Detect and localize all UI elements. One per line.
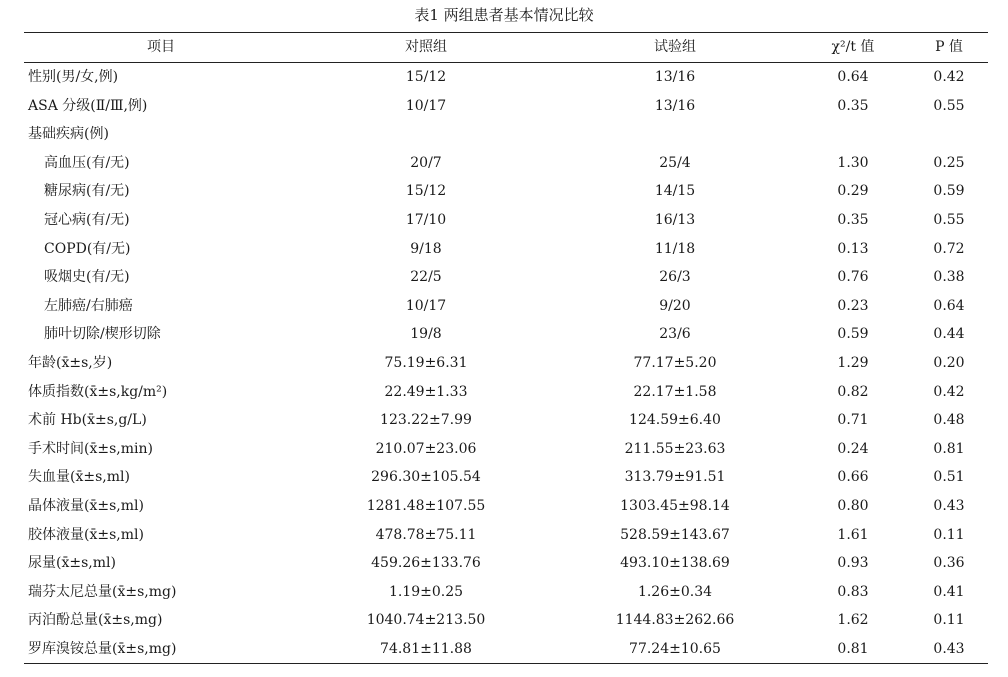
cell-test: 1144.83±262.66 <box>615 612 735 629</box>
cell-p-value: 0.64 <box>933 297 965 314</box>
cell-test: 13/16 <box>654 97 696 114</box>
cell-test: 9/20 <box>659 297 691 314</box>
header-item: 项目 <box>147 39 175 55</box>
cell-p-value: 0.25 <box>933 154 965 171</box>
cell-item: COPD(有/无) <box>44 240 131 257</box>
cell-control: 10/17 <box>405 97 447 114</box>
cell-control: 1040.74±213.50 <box>366 612 486 629</box>
cell-item: 糖尿病(有/无) <box>44 183 130 200</box>
cell-item: 体质指数(x̄±s,kg/m²) <box>28 383 168 400</box>
cell-test: 23/6 <box>659 326 691 343</box>
cell-item: 性别(男/女,例) <box>28 69 119 85</box>
cell-test: 11/18 <box>654 240 696 257</box>
cell-statistic: 1.62 <box>837 612 869 629</box>
cell-p-value: 0.43 <box>933 497 965 514</box>
cell-p-value: 0.42 <box>933 69 965 85</box>
cell-item: 冠心病(有/无) <box>44 211 130 228</box>
cell-test: 1303.45±98.14 <box>620 497 730 514</box>
cell-statistic: 0.66 <box>837 469 869 486</box>
cell-control: 19/8 <box>410 326 442 343</box>
cell-item: ASA 分级(Ⅱ/Ⅲ,例) <box>28 97 148 114</box>
header-control-group: 对照组 <box>405 39 447 55</box>
cell-statistic: 0.24 <box>837 440 869 457</box>
cell-control: 478.78±75.11 <box>375 526 477 543</box>
cell-control: 1281.48±107.55 <box>366 497 486 514</box>
cell-test: 13/16 <box>654 69 696 85</box>
cell-control: 15/12 <box>405 69 447 85</box>
cell-p-value: 0.20 <box>933 354 965 371</box>
cell-statistic: 0.93 <box>837 555 869 572</box>
table-row <box>24 292 988 321</box>
table-row <box>24 406 988 435</box>
table-row <box>24 492 988 521</box>
header-test-group: 试验组 <box>654 39 696 55</box>
cell-control: 20/7 <box>410 154 442 171</box>
cell-test: 528.59±143.67 <box>620 526 730 543</box>
table-row <box>24 463 988 492</box>
cell-control: 459.26±133.76 <box>371 555 481 572</box>
cell-p-value <box>910 120 988 149</box>
cell-p-value: 0.41 <box>933 583 965 600</box>
cell-p-value: 0.44 <box>933 326 965 343</box>
cell-p-value: 0.48 <box>933 412 965 429</box>
table-row <box>24 177 988 206</box>
cell-control: 123.22±7.99 <box>380 412 472 429</box>
cell-statistic: 0.76 <box>837 269 869 286</box>
cell-item: 高血压(有/无) <box>44 154 130 171</box>
cell-item: 肺叶切除/楔形切除 <box>44 326 161 343</box>
cell-test: 124.59±6.40 <box>629 412 721 429</box>
cell-p-value: 0.43 <box>933 640 965 657</box>
cell-item: 罗库溴铵总量(x̄±s,mg) <box>28 640 177 657</box>
cell-test: 22.17±1.58 <box>633 383 717 400</box>
cell-test: 26/3 <box>659 269 691 286</box>
table-caption: 表1 两组患者基本情况比较 <box>414 6 594 24</box>
cell-p-value: 0.36 <box>933 555 965 572</box>
table-row <box>24 149 988 178</box>
cell-item: 术前 Hb(x̄±s,g/L) <box>28 412 147 429</box>
table-row <box>24 578 988 607</box>
cell-item: 左肺癌/右肺癌 <box>44 297 133 314</box>
cell-p-value: 0.11 <box>933 526 965 543</box>
table-row <box>24 549 988 578</box>
cell-test: 211.55±23.63 <box>624 440 726 457</box>
cell-p-value: 0.72 <box>933 240 965 257</box>
cell-p-value: 0.55 <box>933 211 965 228</box>
cell-statistic: 0.81 <box>837 640 869 657</box>
table-row <box>24 606 988 635</box>
cell-test: 77.24±10.65 <box>629 640 721 657</box>
cell-test: 25/4 <box>659 154 691 171</box>
cell-control: 10/17 <box>405 297 447 314</box>
cell-statistic: 1.61 <box>837 526 869 543</box>
table-row <box>24 235 988 264</box>
cell-p-value: 0.55 <box>933 97 965 114</box>
cell-control: 15/12 <box>405 183 447 200</box>
cell-statistic: 0.35 <box>837 211 869 228</box>
baseline-comparison-table <box>24 32 988 664</box>
table-row <box>24 320 988 349</box>
cell-item: 瑞芬太尼总量(x̄±s,mg) <box>28 583 177 600</box>
cell-test: 77.17±5.20 <box>633 354 717 371</box>
table-row <box>24 635 988 664</box>
cell-control <box>298 120 554 149</box>
header-statistic: χ²/t 值 <box>831 39 875 55</box>
cell-control: 210.07±23.06 <box>375 440 477 457</box>
cell-p-value: 0.38 <box>933 269 965 286</box>
table-row <box>24 206 988 235</box>
cell-test: 1.26±0.34 <box>637 583 713 600</box>
table-row <box>24 263 988 292</box>
cell-statistic: 1.30 <box>837 154 869 171</box>
cell-item: 吸烟史(有/无) <box>44 269 130 286</box>
cell-statistic: 0.82 <box>837 383 869 400</box>
cell-item: 年龄(x̄±s,岁) <box>28 354 113 371</box>
cell-control: 9/18 <box>410 240 442 257</box>
cell-test: 313.79±91.51 <box>624 469 726 486</box>
cell-statistic: 0.13 <box>837 240 869 257</box>
cell-statistic: 0.35 <box>837 97 869 114</box>
header-p-value: P 值 <box>935 39 963 55</box>
cell-statistic: 1.29 <box>837 354 869 371</box>
table-row <box>24 435 988 464</box>
cell-p-value: 0.51 <box>933 469 965 486</box>
cell-statistic: 0.83 <box>837 583 869 600</box>
cell-p-value: 0.42 <box>933 383 965 400</box>
table-row <box>24 120 988 149</box>
cell-item: 晶体液量(x̄±s,ml) <box>28 497 144 514</box>
cell-p-value: 0.11 <box>933 612 965 629</box>
cell-p-value: 0.59 <box>933 183 965 200</box>
table-row <box>24 521 988 550</box>
cell-control: 296.30±105.54 <box>371 469 481 486</box>
cell-statistic: 0.71 <box>837 412 869 429</box>
cell-statistic: 0.64 <box>837 69 869 85</box>
cell-p-value: 0.81 <box>933 440 965 457</box>
cell-test <box>554 120 796 149</box>
table-row <box>24 63 988 92</box>
cell-control: 1.19±0.25 <box>388 583 464 600</box>
table-row <box>24 92 988 121</box>
cell-item: 丙泊酚总量(x̄±s,mg) <box>28 612 163 629</box>
table-header-row <box>24 33 988 63</box>
cell-control: 74.81±11.88 <box>380 640 472 657</box>
cell-item: 失血量(x̄±s,ml) <box>28 469 130 486</box>
cell-statistic: 0.80 <box>837 497 869 514</box>
cell-statistic <box>796 120 910 149</box>
cell-control: 17/10 <box>405 211 447 228</box>
cell-item: 基础疾病(例) <box>28 126 109 143</box>
cell-control: 22/5 <box>410 269 442 286</box>
cell-test: 14/15 <box>654 183 696 200</box>
cell-statistic: 0.23 <box>837 297 869 314</box>
cell-test: 493.10±138.69 <box>620 555 730 572</box>
cell-test: 16/13 <box>654 211 696 228</box>
cell-item: 手术时间(x̄±s,min) <box>28 440 153 457</box>
cell-statistic: 0.29 <box>837 183 869 200</box>
table-row <box>24 349 988 378</box>
cell-control: 22.49±1.33 <box>384 383 468 400</box>
cell-statistic: 0.59 <box>837 326 869 343</box>
cell-item: 尿量(x̄±s,ml) <box>28 555 116 572</box>
cell-control: 75.19±6.31 <box>384 354 468 371</box>
table-row <box>24 378 988 407</box>
cell-item: 胶体液量(x̄±s,ml) <box>28 526 144 543</box>
